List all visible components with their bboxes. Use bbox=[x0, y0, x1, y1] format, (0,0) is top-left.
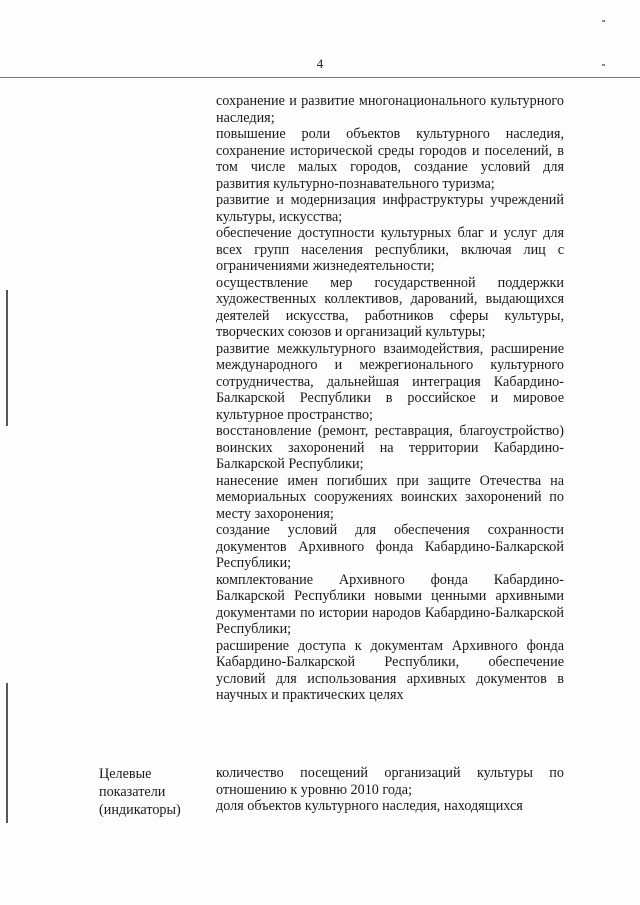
goal-item: создание условий для обеспечения сохранности документов Архивного фонда Кабардино-Балкарской Республики; bbox=[216, 522, 564, 571]
indicator-item: количество посещений организаций культуры по отношению к уровню 2010 года; bbox=[216, 765, 564, 798]
goals-list bbox=[216, 93, 564, 704]
goal-item: обеспечение доступности культурных благ и услуг для всех групп населения республики, включая лиц с ограничениями жизнедеятельности; bbox=[216, 225, 564, 274]
goal-item: восстановление (ремонт, реставрация, благоустройство) воинских захоронений на территории Кабардино-Балкарской Республики; bbox=[216, 423, 564, 472]
page-number: 4 bbox=[316, 56, 324, 71]
scan-mark-left-1 bbox=[6, 290, 8, 426]
scan-mark-left-2 bbox=[6, 683, 8, 823]
header-rule bbox=[0, 77, 640, 78]
scan-dot bbox=[602, 20, 605, 22]
goal-item: расширение доступа к документам Архивного фонда Кабардино-Балкарской Республики, обеспечение условий для использования архивных документов в научных и практических целях bbox=[216, 637, 564, 703]
goal-item: повышение роли объектов культурного наследия, сохранение исторической среды городов и поселений, в том числе малых городов, создание условий для развития культурно-познавательного туризма; bbox=[216, 126, 564, 192]
goal-item: осуществление мер государственной поддержки художественных коллективов, дарований, выдающихся деятелей искусства, работников сферы культуры, творческих союзов и организаций культуры; bbox=[216, 274, 564, 340]
goal-item: развитие межкультурного взаимодействия, расширение международного и межрегионального культурного сотрудничества, дальнейшая интеграция Кабардино-Балкарской Республики в российское и мировое культурное пространство; bbox=[216, 340, 564, 423]
scan-dot bbox=[602, 64, 605, 66]
indicator-item: доля объектов культурного наследия, находящихся bbox=[216, 798, 523, 814]
goal-item: комплектование Архивного фонда Кабардино-Балкарской Республики новыми ценными архивными документами по истории народов Кабардино-Балкарской Республики; bbox=[216, 571, 564, 637]
goal-item: нанесение имен погибших при защите Отечества на мемориальных сооружениях воинских захоронений по месту захоронения; bbox=[216, 472, 564, 522]
indicators-list bbox=[216, 765, 564, 815]
goal-item: сохранение и развитие многонационального культурного наследия; bbox=[216, 93, 564, 126]
indicators-label: Целевые показатели (индикаторы) bbox=[99, 766, 181, 818]
goal-item: развитие и модернизация инфраструктуры учреждений культуры, искусства; bbox=[216, 192, 564, 225]
